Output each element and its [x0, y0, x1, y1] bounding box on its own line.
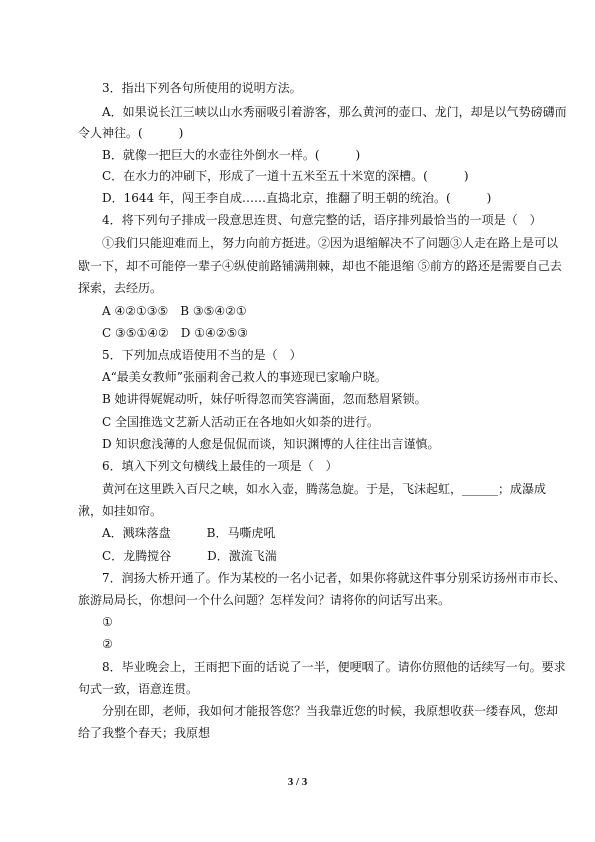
- q5-option-b: B 她讲得娓娓动听，妹仔听得忽而笑容满面，忽而愁眉紧锁。: [102, 392, 427, 406]
- q8-paragraph-line1: 句式一致，语意连贯。: [78, 682, 199, 696]
- q5-option-c: C 全国推选文艺新人活动正在各地如火如荼的进行。: [102, 415, 379, 429]
- q7-answer-2: ②: [102, 637, 113, 651]
- q8-paragraph-line3: 给了我整个春天；我原想: [78, 726, 211, 740]
- q3-option-a-line1: A．如果说长江三峡以山水秀丽吸引着游客，那么黄河的壶口、龙门，却是以气势磅礴而: [102, 105, 567, 119]
- q7-paragraph-line1: 旅游局局长，你想问一个什么问题？怎样发问？请将你的问话写出来。: [78, 593, 451, 607]
- q5-option-a: A“最美女教师”张丽莉舍己救人的事迹现已家喻户晓。: [102, 370, 387, 384]
- q4-title: 4．将下列句子排成一段意思连贯、句意完整的话，语序排列最恰当的一项是（ ）: [102, 213, 542, 227]
- q4-paragraph-line2: 歇一下，却不可能停一辈子④纵使前路铺满荆棘，却也不能退缩 ⑤前方的路还是需要自己去: [78, 259, 562, 273]
- q5-option-d: D 知识愈浅薄的人愈是侃侃而谈，知识渊博的人往往出言谨慎。: [102, 437, 440, 451]
- q4-options-cd: C ③⑤①④② D ①④②⑤③: [102, 326, 249, 340]
- q4-paragraph-line3: 探索，去经历。: [78, 281, 163, 295]
- q6-paragraph-line2: 湫，如挂如帘。: [78, 504, 163, 518]
- q3-option-d: D．1644 年，闯王李自成……直捣北京，推翻了明王朝的统治。( ): [102, 191, 492, 205]
- page-number: 3 / 3: [287, 776, 308, 788]
- q8-title: 8．毕业晚会上，王雨把下面的话说了一半，便哽咽了。请你仿照他的话续写一句。要求: [102, 660, 566, 674]
- q3-option-b: B．就像一把巨大的水壶往外倒水一样。( ): [102, 148, 361, 162]
- q6-options-cd: C．龙腾搅谷 D．激流飞湍: [102, 549, 277, 563]
- q8-paragraph-line2: 分别在即，老师，我如何才能报答您？当我靠近您的时候，我原想收获一缕春风，您却: [102, 704, 559, 718]
- q3-option-c: C．在水力的冲刷下，形成了一道十五米至五十米宽的深槽。( ): [102, 169, 469, 183]
- q3-title: 3．指出下列各句所使用的说明方法。: [102, 81, 302, 95]
- q7-answer-1: ①: [102, 615, 113, 629]
- q6-title: 6．填入下列文句横线上最佳的一项是（ ）: [102, 459, 338, 473]
- q3-option-a-line2: 令人神往。( ): [78, 126, 184, 140]
- q5-title: 5．下列加点成语使用不当的是（ ）: [102, 348, 302, 362]
- q6-options-ab: A．溅珠落盘 B．马嘶虎吼: [102, 526, 276, 540]
- q4-options-ab: A ④②①③⑤ B ③⑤④②①: [102, 304, 247, 318]
- q7-title: 7．润扬大桥开通了。作为某校的一名小记者，如果你将就这件事分别采访扬州市市长、: [102, 571, 566, 585]
- q6-paragraph-line1: 黄河在这里跌入百尺之峡，如水入壶，腾荡急旋。于是，飞沫起虹，______；成瀑成: [102, 482, 547, 496]
- q4-paragraph-line1: ①我们只能迎难而上，努力向前方挺进。②因为退缩解决不了问题③人走在路上是可以: [102, 236, 559, 250]
